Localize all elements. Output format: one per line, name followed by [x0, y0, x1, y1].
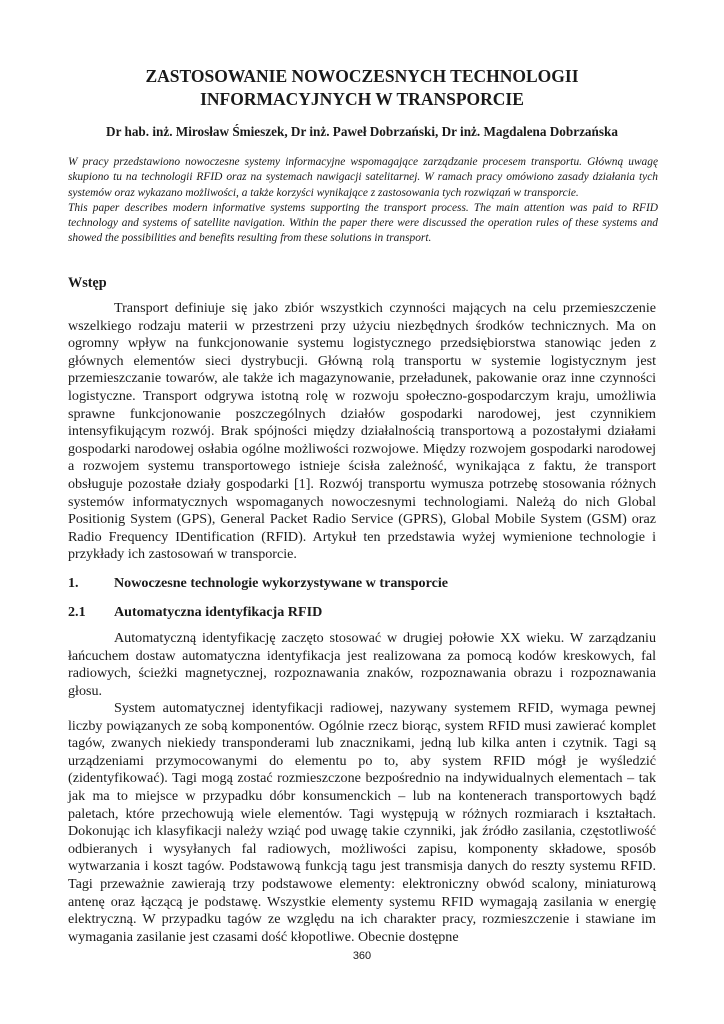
- intro-paragraph: Transport definiuje się jako zbiór wszystkich czynności mających na celu przemieszczenie wszelkiego rodzaju materii w przestrzeni przy użyciu niezbędnych środków technicznych. Ma on ogromny wpływ na funkcjonowanie systemu logistycznego przedsiębiorstwa stanowiąc jeden z głównych elementów sieci dystrybucji. Główną rolą transportu w systemie logistycznym jest przemieszczanie towarów, ale także ich magazynowanie, przeładunek, pakowanie oraz inne czynności logistyczne. Transport odgrywa istotną rolę w rozwoju społeczno-gospodarczym kraju, umożliwia sprawne funkcjonowanie poszczególnych działów gospodarki narodowej, jest czynnikiem intensyfikującym rozwój. Brak spójności między działalnością transportową a pozostałymi działami gospodarki narodowej osłabia ogólne możliwości rozwojowe. Między rozwojem gospodarki narodowej a rozwojem systemu transportowego istnieje ścisła zależność, wynikająca z faktu, że transport obsługuje pozostałe działy gospodarki [1]. Rozwój transportu wymusza potrzebę stosowania różnych systemów informatycznych wspomaganych nowoczesnymi technologiami. Należą do nich Global Positionig System (GPS), General Packet Radio Service (GPRS), Global Mobile System (GSM) oraz Radio Frequency IDentification (RFID). Artykuł ten przedstawia wyżej wymienione technologie i przykłady ich zastosowań w transporcie.: [68, 300, 656, 563]
- intro-heading: Wstęp: [68, 275, 107, 291]
- section-1-number: 1.: [68, 575, 79, 591]
- abstract-polish: W pracy przedstawiono nowoczesne systemy informacyjne wspomagające zarządzanie procesem transportu. Główną uwagę skupiono tu na technologii RFID oraz na systemach nawigacji satelitarnej. W ramach pracy omówiono zasady działania tych systemów oraz wykazano możliwości, a także korzyści wynikające z zastosowania tych rozwiązań w transporcie.: [68, 156, 658, 199]
- section-2-1-number: 2.1: [68, 604, 86, 620]
- abstract: [68, 155, 658, 247]
- paper-title: ZASTOSOWANIE NOWOCZESNYCH TECHNOLOGII INFORMACYJNYCH W TRANSPORCIE: [145, 66, 579, 109]
- section-1-title: Nowoczesne technologie wykorzystywane w transporcie: [114, 575, 449, 591]
- section-2-1-title: Automatyczna identyfikacja RFID: [114, 604, 323, 620]
- page-number: 360: [352, 950, 372, 962]
- paper-authors: Dr hab. inż. Mirosław Śmieszek, Dr inż. Paweł Dobrzański, Dr inż. Magdalena Dobrzańska: [106, 124, 618, 139]
- section-2-1-heading: [68, 604, 656, 621]
- section-2-1-paragraph-1: Automatyczną identyfikację zaczęto stosować w drugiej połowie XX wieku. W zarządzaniu łańcuchem dostaw automatyczna identyfikacja jest realizowana za pomocą kodów kreskowych, fal radiowych, ścieżki magnetycznej, rozpoznawania znaków, rozpoznawania obrazu i rozpoznawania głosu.: [68, 630, 656, 699]
- section-1-heading: [68, 575, 656, 592]
- abstract-english: This paper describes modern informative systems supporting the transport process. The main attention was paid to RFID technology and systems of satellite navigation. Within the paper there were discussed the operation rules of these systems and showed the possibilities and benefits resulting from these solutions in transport.: [68, 201, 658, 245]
- section-2-1-paragraph-2: System automatycznej identyfikacji radiowej, nazywany systemem RFID, wymaga pewnej liczby powiązanych ze sobą komponentów. Ogólnie rzecz biorąc, system RFID musi zawierać komplet tagów, zwanych niekiedy transponderami lub znacznikami, jedną lub kilka anten i czytnik. Tagi są urządzeniami przymocowanymi do elementu po to, aby system RFID mógł je wyśledzić (zidentyfikować). Tagi mogą zostać rozmieszczone bezpośrednio na indywidualnych elementach – tak jak ma to miejsce w przypadku dóbr konsumenckich – lub na kontenerach transportowych bądź paletach, które przechowują wiele elementów. Tagi występują w różnych rozmiarach i kształtach. Dokonując ich klasyfikacji należy wziąć pod uwagę takie czynniki, jak źródło zasilania, częstotliwość odbieranych i wysyłanych fal radiowych, możliwości zapisu, komponenty składowe, sposób wytwarzania i koszt tagów. Podstawową funkcją tagu jest transmisja danych do reszty systemu RFID. Tagi przeważnie zawierają trzy podstawowe elementy: elektroniczny obwód scalony, miniaturową antenę oraz łączącą je podstawę. Wszystkie elementy systemu RFID wymagają zasilania w energię elektryczną. W przypadku tagów ze względu na ich charakter pracy, rozmieszczenie i stawiane im wymagania zasilanie jest czasami dość kłopotliwe. Obecnie dostępne: [68, 700, 656, 945]
